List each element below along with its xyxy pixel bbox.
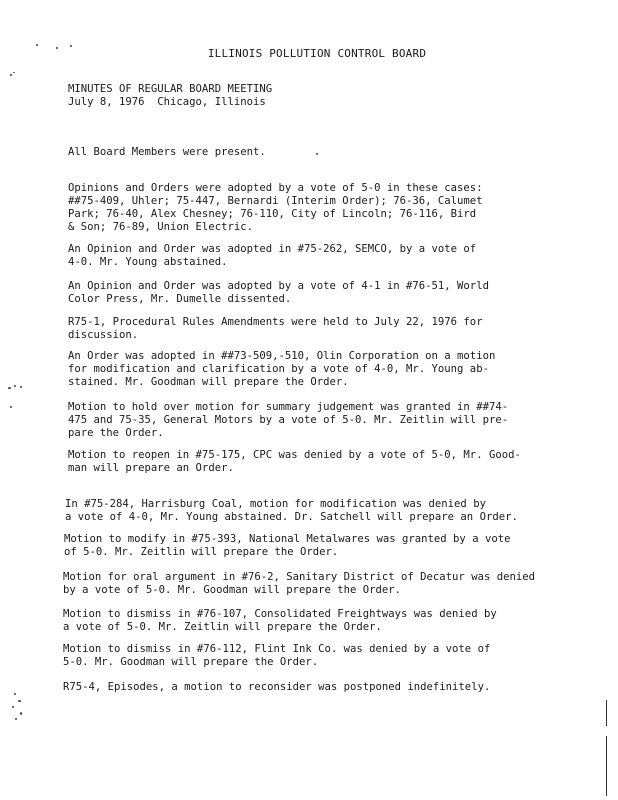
meeting-header-line: July 8, 1976 Chicago, Illinois bbox=[68, 96, 266, 108]
paragraph-line: a vote of 5-0. Mr. Zeitlin will prepare the Order. bbox=[63, 621, 382, 633]
paragraph-line: Opinions and Orders were adopted by a vote of 5-0 in these cases: bbox=[68, 182, 483, 194]
paragraph bbox=[68, 449, 616, 475]
paragraph bbox=[68, 350, 616, 389]
meeting-header-line: MINUTES OF REGULAR BOARD MEETING bbox=[68, 83, 273, 95]
paragraph bbox=[63, 571, 611, 597]
paragraph bbox=[68, 182, 616, 234]
meeting-header bbox=[68, 83, 272, 109]
paragraph-line: & Son; 76-89, Union Electric. bbox=[68, 221, 253, 233]
paragraph bbox=[63, 643, 611, 669]
paragraph-line: by a vote of 5-0. Mr. Goodman will prepare the Order. bbox=[63, 584, 402, 596]
paragraph-line: An Opinion and Order was adopted in #75-262, SEMCO, by a vote of bbox=[68, 243, 477, 255]
scan-speck bbox=[18, 700, 21, 702]
paragraph-line: for modification and clarification by a vote of 4-0, Mr. Young ab- bbox=[68, 363, 489, 375]
paragraph-line: man will prepare an Order. bbox=[68, 462, 234, 474]
scan-speck bbox=[316, 153, 318, 155]
paragraph-line: Park; 76-40, Alex Chesney; 76-110, City of Lincoln; 76-116, Bird bbox=[68, 208, 477, 220]
scan-speck bbox=[14, 693, 16, 695]
paragraph bbox=[68, 316, 616, 342]
document-title: ILLINOIS POLLUTION CONTROL BOARD bbox=[207, 47, 427, 60]
paragraph bbox=[68, 243, 616, 269]
paragraph-line: Motion to hold over motion for summary judgement was granted in ##74- bbox=[68, 401, 509, 413]
paragraph-line: Color Press, Mr. Dumelle dissented. bbox=[68, 293, 292, 305]
paragraph-line: An Opinion and Order was adopted by a vote of 4-1 in #76-51, World bbox=[68, 280, 489, 292]
paragraph-line: pare the Order. bbox=[68, 427, 164, 439]
paragraph bbox=[68, 146, 616, 159]
scan-speck bbox=[10, 74, 12, 76]
scan-speck bbox=[70, 45, 72, 47]
paragraph-line: stained. Mr. Goodman will prepare the Order. bbox=[68, 376, 349, 388]
scan-speck bbox=[12, 706, 14, 708]
scan-speck bbox=[56, 47, 58, 49]
paragraph-line: 5-0. Mr. Goodman will prepare the Order. bbox=[63, 656, 319, 668]
paragraph-line: ##75-409, Uhler; 75-447, Bernardi (Interim Order); 76-36, Calumet bbox=[68, 195, 483, 207]
scan-speck bbox=[20, 386, 22, 388]
paragraph-line: Motion to dismiss in #76-112, Flint Ink Co. was denied by a vote of bbox=[63, 643, 491, 655]
paragraph-line: discussion. bbox=[68, 329, 139, 341]
paragraph-line: R75-4, Episodes, a motion to reconsider was postponed indefinitely. bbox=[63, 681, 491, 693]
scan-speck bbox=[13, 72, 15, 73]
scan-edge-line bbox=[606, 700, 607, 726]
scan-speck bbox=[36, 44, 38, 46]
paragraph bbox=[68, 401, 616, 440]
paragraph-line: An Order was adopted in ##73-509,-510, Olin Corporation on a motion bbox=[68, 350, 496, 362]
paragraph-line: a vote of 4-0, Mr. Young abstained. Dr. Satchell will prepare an Order. bbox=[65, 511, 518, 523]
paragraph-line: of 5-0. Mr. Zeitlin will prepare the Order. bbox=[64, 546, 339, 558]
scan-speck bbox=[20, 712, 22, 715]
scan-speck bbox=[14, 385, 16, 387]
paragraph-line: Motion for oral argument in #76-2, Sanitary District of Decatur was denied bbox=[63, 571, 535, 583]
paragraph bbox=[63, 608, 611, 634]
paragraph-line: 475 and 75-35, General Motors by a vote of 5-0. Mr. Zeitlin will pre- bbox=[68, 414, 509, 426]
paragraph-line: All Board Members were present. bbox=[68, 146, 266, 158]
paragraph bbox=[64, 533, 612, 559]
paragraph bbox=[65, 498, 613, 524]
paragraph-line: In #75-284, Harrisburg Coal, motion for modification was denied by bbox=[65, 498, 486, 510]
scan-edge-line bbox=[606, 736, 607, 796]
paragraph bbox=[68, 280, 616, 306]
paragraph-line: Motion to reopen in #75-175, CPC was denied by a vote of 5-0, Mr. Good- bbox=[68, 449, 521, 461]
paragraph-line: Motion to dismiss in #76-107, Consolidated Freightways was denied by bbox=[63, 608, 497, 620]
scan-speck bbox=[10, 406, 12, 408]
paragraph-line: Motion to modify in #75-393, National Metalwares was granted by a vote bbox=[64, 533, 511, 545]
paragraph-line: 4-0. Mr. Young abstained. bbox=[68, 256, 228, 268]
scan-speck bbox=[8, 387, 11, 389]
scan-speck bbox=[15, 718, 17, 720]
paragraph bbox=[63, 681, 611, 694]
paragraph-line: R75-1, Procedural Rules Amendments were held to July 22, 1976 for bbox=[68, 316, 483, 328]
